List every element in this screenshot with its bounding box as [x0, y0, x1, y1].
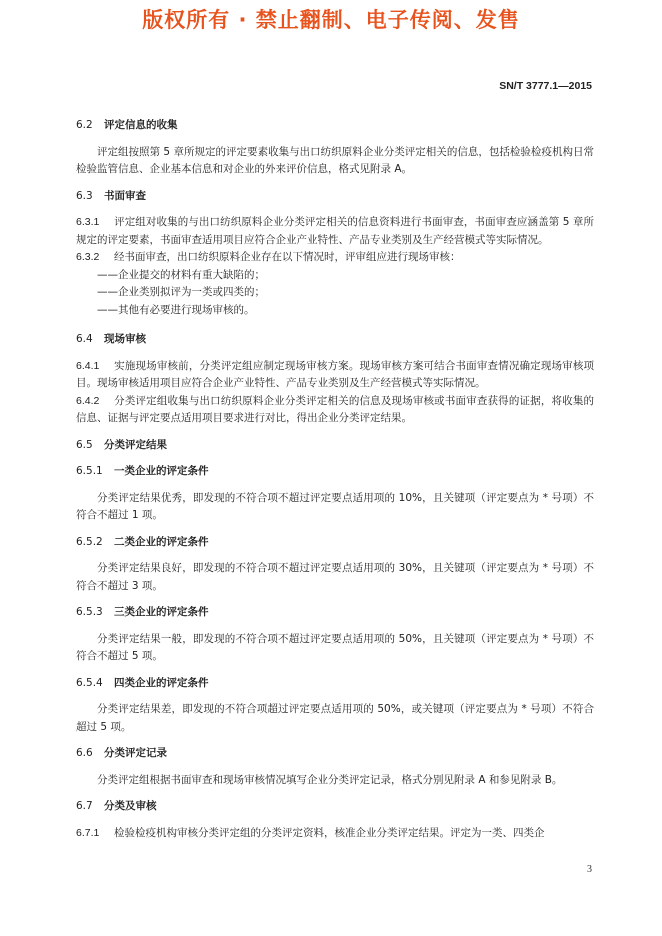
- list-item: ——企业提交的材料有重大缺陷的；: [97, 268, 265, 281]
- list-item: ——企业类别拟评为一类或四类的；: [97, 286, 265, 298]
- clause-6-3-2: 6.3.2 经书面审查，出口纺织原料企业存在以下情况时，评审组应进行现场审核：: [76, 251, 461, 263]
- section-heading-6-3: 6.3 书面审查: [76, 189, 146, 202]
- subsection-heading-6-5-1: 6.5.1 一类企业的评定条件: [76, 465, 209, 477]
- copyright-watermark: 版权所有 · 禁止翻制、电子传阅、发售: [142, 8, 520, 32]
- list-item: ——其他有必要进行现场审核的。: [97, 303, 255, 316]
- paragraph: 分类评定组根据书面审查和现场审核情况填写企业分类评定记录，格式分别见附录 A 和参见附录 B。: [97, 773, 563, 786]
- section-heading-6-7: 6.7 分类及审核: [76, 800, 157, 812]
- paragraph: 分类评定结果优秀，即发现的不符合项不超过评定要点适用项的 10%，且关键项（评定要点为 * 号项）不符合不超过 1 项。: [76, 491, 594, 521]
- subsection-heading-6-5-2: 6.5.2 二类企业的评定条件: [76, 535, 209, 548]
- section-heading-6-6: 6.6 分类评定记录: [76, 747, 167, 759]
- clause-6-7-1: 6.7.1 检验检疫机构审核分类评定组的分类评定资料，核准企业分类评定结果。评定为一类、四类企: [76, 826, 545, 839]
- subsection-heading-6-5-4: 6.5.4 四类企业的评定条件: [76, 676, 209, 689]
- paragraph: 分类评定结果一般，即发现的不符合项不超过评定要点适用项的 50%，且关键项（评定要点为 * 号项）不符合不超过 5 项。: [76, 632, 594, 662]
- document-number: SN/T 3777.1—2015: [499, 80, 592, 92]
- section-heading-6-4: 6.4 现场审核: [76, 333, 146, 345]
- clause-6-3-1: 6.3.1 评定组对收集的与出口纺织原料企业分类评定相关的信息资料进行书面审查，书面审查应涵盖第 5 章所规定的评定要素，书面审查适用项目应符合企业产业特性、产品专业类别及生产经营模式等实际情况。: [76, 216, 594, 246]
- clause-6-4-2: 6.4.2 分类评定组收集与出口纺织原料企业分类评定相关的信息及现场审核或书面审查获得的证据，将收集的信息、证据与评定要点适用项目要求进行对比，得出企业分类评定结果。: [76, 394, 594, 424]
- section-heading-6-5: 6.5 分类评定结果: [76, 438, 167, 451]
- paragraph: 分类评定结果良好，即发现的不符合项不超过评定要点适用项的 30%，且关键项（评定要点为 * 号项）不符合不超过 3 项。: [76, 562, 594, 592]
- clause-6-4-1: 6.4.1 实施现场审核前，分类评定组应制定现场审核方案。现场审核方案可结合书面审查情况确定现场审核项目。现场审核适用项目应符合企业产业特性、产品专业类别及生产经营模式等实际情况。: [76, 359, 594, 389]
- section-heading-6-2: 6.2 评定信息的收集: [76, 119, 178, 131]
- paragraph: 分类评定结果差，即发现的不符合项超过评定要点适用项的 50%，或关键项（评定要点为 * 号项）不符合超过 5 项。: [76, 703, 594, 733]
- paragraph: 评定组按照第 5 章所规定的评定要素收集与出口纺织原料企业分类评定相关的信息，包括检验检疫机构日常检验监管信息、企业基本信息和对企业的外来评价信息，格式见附录 A。: [76, 145, 594, 175]
- document-body: [76, 117, 594, 842]
- subsection-heading-6-5-3: 6.5.3 三类企业的评定条件: [76, 606, 209, 618]
- page-number: 3: [587, 864, 592, 875]
